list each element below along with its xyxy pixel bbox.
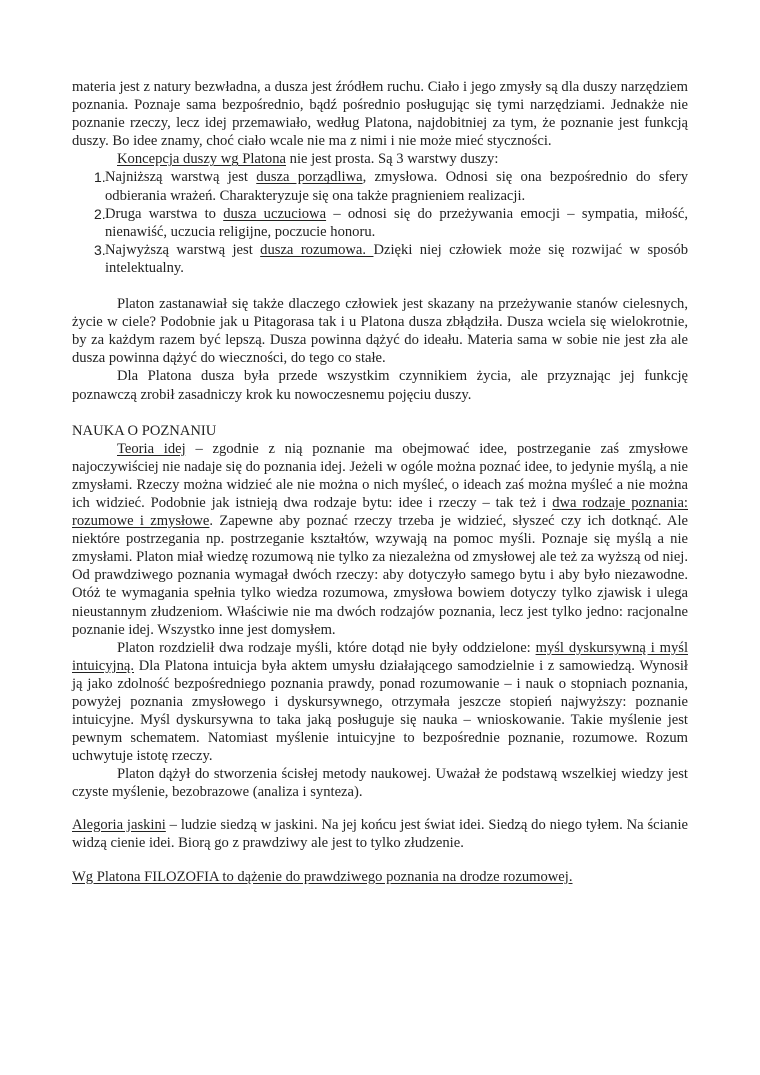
scientific-method-paragraph: Platon dążył do stworzenia ścisłej metody naukowej. Uważał że podstawą wszelkiej wiedzy jest czyste myślenie, bezobrazowe (analiza i synteza). — [72, 766, 688, 801]
cave-allegory-paragraph: Alegoria jaskini – ludzie siedzą w jaskini. Na jej końcu jest świat idei. Siedzą do niego tyłem. Na ścianie widzą cienie idei. Biorą go z prawdziwy ale jest to tylko złudzenie. — [72, 816, 688, 851]
list-number: 3. — [94, 241, 106, 258]
list-number: 2. — [94, 205, 106, 222]
soul-layer-term: dusza rozumowa. — [260, 241, 374, 258]
soul-concept-link: Koncepcja duszy wg Platona — [117, 151, 286, 168]
theory-of-ideas-paragraph: Teoria idej – zgodnie z nią poznanie ma obejmować idee, postrzeganie zaś zmysłowe najoczywiściej nie nadaje się do poznania idej. Jeżeli w ogóle można poznać idee, to jedynie myślą, a nie zmysłami. Rzeczy można widzieć ale nie można o nich myśleć, o ideach zaś można myśleć a nie można ich widzieć. Podobnie jak istnieją dwa rodzaje bytu: idee i rzeczy – tak też i dwa rodzaje poznania: rozumowe i zmysłowe. Zapewne aby poznać rzeczy trzeba je widzieć, słyszeć czy ich dotknąć. Ale niektóre postrzegania np. postrzeganie kształtów, wzywają na pomoc myśli. Poznaje się myślą a nie zmysłami. Platon miał wiedzę rozumową nie tylko za niezależna od zmysłowej ale też za wyższą od niej. Od prawdziwego poznania wymagał dwóch rzeczy: aby dotyczyło samego bytu i aby było niezawodne. Otóż te wymagania spełnia tylko wiedza rozumowa, zmysłowa bowiem dotyczy tylko zjawisk i ulega nieustannym złudzeniom. Właściwie nie ma dwóch rodzajów poznania, lecz jest tylko jedno: racjonalne poznanie idej. Wszystko inne jest domysłem. — [72, 440, 689, 638]
soul-concept-text: nie jest prosta. Są 3 warstwy duszy: — [286, 151, 499, 168]
list-number: 1. — [94, 169, 106, 186]
intro-paragraph: materia jest z natury bezwładna, a dusza jest źródłem ruchu. Ciało i jego zmysły są dla duszy narzędziem poznania. Poznaje sama bezpośrednio, bądź pośrednio posługując się tymi narzędziami. Jednakże nie poznanie rzeczy, lecz idej przemawiało, według Platona, najdobitniej za tym, że poznanie jest funkcją duszy. Bo idee znamy, choć ciało wcale nie ma z nimi i nie może mieć styczności. — [72, 79, 688, 150]
soul-layer-term: dusza porządliwa — [256, 169, 363, 186]
section-heading: NAUKA O POZNANIU — [72, 422, 217, 439]
soul-layers-list — [72, 168, 688, 277]
list-item: 2. Druga warstwa to dusza uczuciowa – odnosi się do przeżywania emocji – sympatia, miłość, nienawiść, uczucia religijne, poczucie honoru. — [94, 205, 688, 240]
soul-layer-term: dusza uczuciowa — [223, 205, 327, 222]
theory-of-ideas-term: Teoria idej — [117, 440, 186, 457]
philosophy-definition — [72, 868, 688, 886]
cave-allegory-term: Alegoria jaskini — [72, 816, 166, 833]
list-item: 3. Najwyższą warstwą jest dusza rozumowa. Dzięki niej człowiek może się rozwijać w sposób intelektualny. — [94, 241, 688, 276]
thought-types-term: myśl dyskursywną i myśl intuicyjną. — [72, 639, 689, 674]
two-kinds-of-knowledge-term: dwa rodzaje poznania: rozumowe i zmysłowe — [72, 494, 688, 530]
list-item: 1. Najniższą warstwą jest dusza porządliwa, zmysłowa. Odnosi się ona bezpośrednio do sfery odbierania wrażeń. Charakteryzuje się ona także pragnieniem realizacji. — [94, 169, 688, 204]
two-kinds-of-thought-paragraph: Platon rozdzielił dwa rodzaje myśli, które dotąd nie były oddzielone: myśl dyskursywną i myśl intuicyjną. Dla Platona intuicja była aktem umysłu działającego samodzielnie i z samowiedzą. Wynosił ją jako zdolność bezpośredniego poznania prawdy, ponad rozumowanie – i nauk o stopniach poznania, powyżej poznania zmysłowego i dyskursywnego, otrzymała jeszcze stopień najwyższy: poznanie intuicyjne. Myśl dyskursywna to taka jaką posługuje się nauka – wnioskowanie. Takie myślenie jest pewnym schematem. Natomiast myślenie intuicyjne to bezpośrednie poznanie, rozumowe. Rozum uchwytuje istotę rzeczy. — [72, 639, 689, 765]
soul-concept-intro — [72, 150, 688, 168]
philosophy-definition-text: Wg Platona FILOZOFIA to dążenie do prawdziwego poznania na drodze rozumowej. — [72, 868, 573, 885]
cognitive-function-paragraph: Dla Platona dusza była przede wszystkim czynnikiem życia, ale przyznając jej funkcję poznawczą zrobił zasadniczy krok ku nowoczesnemu pojęciu duszy. — [72, 368, 688, 403]
embodiment-paragraph: Platon zastanawiał się także dlaczego człowiek jest skazany na przeżywanie stanów cielesnych, życie w ciele? Podobnie jak u Pitagorasa tak i u Platona dusza zbłądziła. Dusza wciela się wielokrotnie, by za każdym razem być lepszą. Dusza powinna dążyć do ideału. Materia sama w sobie nie jest zła ale dusza powinna dążyć do wieczności, do tego co stałe. — [72, 296, 688, 367]
